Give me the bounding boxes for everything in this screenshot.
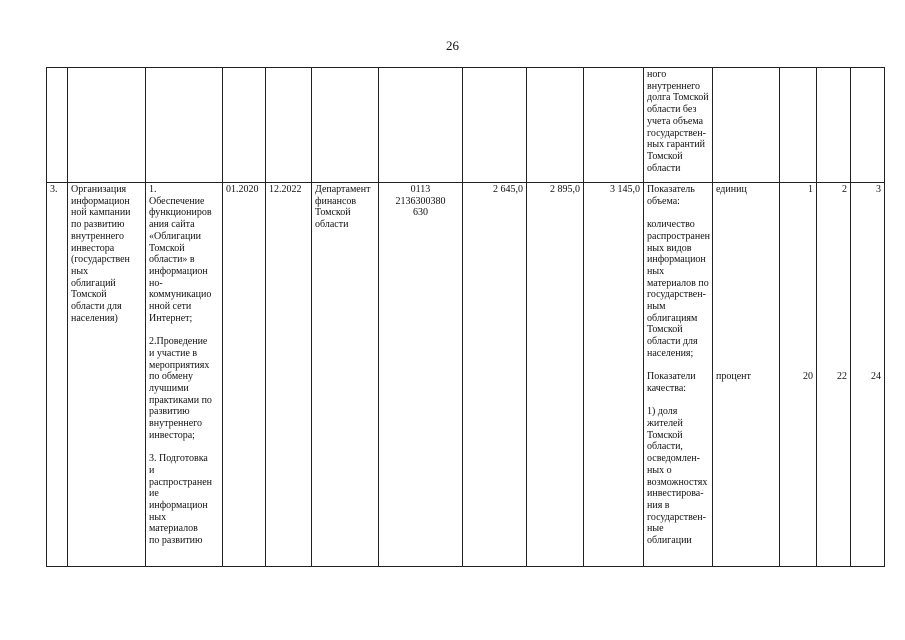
- value-year3-cell: 3 24: [851, 183, 885, 567]
- cell-empty: [379, 68, 463, 183]
- cell-empty: [713, 68, 780, 183]
- cell-empty: [266, 68, 312, 183]
- cell-empty: [527, 68, 584, 183]
- cell-empty: [584, 68, 644, 183]
- budget-code-cell: 0113 2136300380 630: [379, 183, 463, 567]
- cell-empty: [463, 68, 527, 183]
- amount-year3-cell: 3 145,0: [584, 183, 644, 567]
- cell-empty: [312, 68, 379, 183]
- activities-cell: 1. Обеспечение функциониров ания сайта «Облигации Томской области» в информацион но- коммуникацио нной сети Интернет; 2.Проведение и участие в мероприятиях по обмену лучшими практиками по развитию внутреннего инвестора; 3. Подготовка и распространен ие информацион ных материалов по развитию: [146, 183, 223, 567]
- end-date-cell: 12.2022: [266, 183, 312, 567]
- cell-empty: [851, 68, 885, 183]
- continuation-row: [47, 68, 885, 183]
- cell-empty: [47, 68, 68, 183]
- cell-empty: [780, 68, 817, 183]
- amount-year2-cell: 2 895,0: [527, 183, 584, 567]
- executor-cell: Департамент финансов Томской области: [312, 183, 379, 567]
- cell-empty: [223, 68, 266, 183]
- program-table: [46, 67, 885, 567]
- table-row: [47, 183, 885, 567]
- cell-empty: [817, 68, 851, 183]
- indicators-cell: Показатель объема: количество распространен ных видов информацион ных материалов по государствен- ным облигациям Томской области для населения; Показатели качества: 1) доля жителей Томской области, осведомлен- ных о возможностях инвестирова- ния в государствен- ные облигации: [644, 183, 713, 567]
- units-cell: единиц процент: [713, 183, 780, 567]
- start-date-cell: 01.2020: [223, 183, 266, 567]
- task-name-cell: Организация информацион ной кампании по развитию внутреннего инвестора (государствен ных облигаций Томской области для населения): [68, 183, 146, 567]
- value-year2-cell: 2 22: [817, 183, 851, 567]
- cell-empty: [146, 68, 223, 183]
- cell-empty: [68, 68, 146, 183]
- continued-indicator-cell: ного внутреннего долга Томской области без учета объема государствен- ных гарантий Томской области: [644, 68, 713, 183]
- value-year1-cell: 1 20: [780, 183, 817, 567]
- amount-year1-cell: 2 645,0: [463, 183, 527, 567]
- row-number: 3.: [47, 183, 68, 567]
- page-number: 26: [446, 38, 459, 53]
